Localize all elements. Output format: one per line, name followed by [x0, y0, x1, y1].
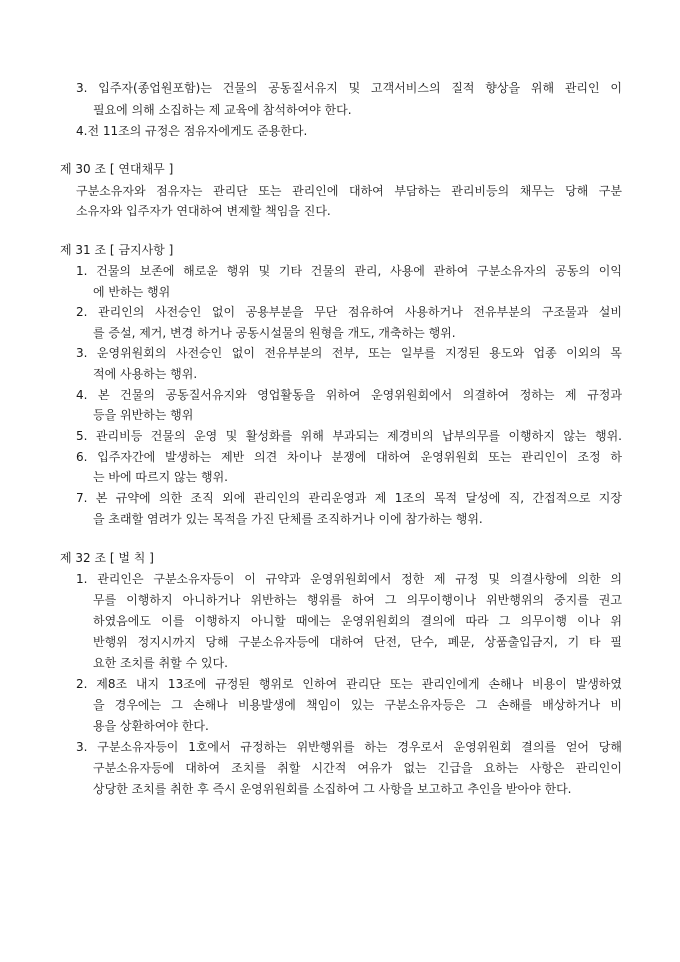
article-31-item-3-line-1: 3. 운영위원회의 사전승인 없이 전유부분의 전부, 또는 일부를 지정된 용도와 업종 이외의 목 — [76, 346, 622, 360]
article-32-heading: 제 32 조 [ 벌 칙 ] — [60, 551, 154, 565]
article-32-item-1-line-5: 요한 조치를 취할 수 있다. — [93, 656, 228, 670]
article-31-heading: 제 31 조 [ 금지사항 ] — [60, 243, 174, 257]
article-31-item-4-line-2: 등을 위반하는 행위 — [93, 408, 194, 422]
article-31-item-7-line-1: 7. 본 규약에 의한 조직 외에 관리인의 관리운영과 제 1조의 목적 달성에 직, 간접적으로 지장 — [76, 491, 622, 505]
article-31-item-3-line-2: 적에 사용하는 행위. — [93, 367, 198, 381]
article-32-item-1-line-2: 무를 이행하지 아니하거나 위반하는 행위를 하여 그 의무이행이나 위반행위의 중지를 권고 — [93, 593, 622, 607]
article-32-item-2-line-3: 용을 상환하여야 한다. — [93, 719, 209, 733]
article-31-item-2-line-2: 를 증설, 제거, 변경 하거나 공동시설물의 원형을 개도, 개축하는 행위. — [93, 326, 456, 340]
article-31-item-1-line-1: 1. 건물의 보존에 해로운 행위 및 기타 건물의 관리, 사용에 관하여 구분소유자의 공동의 이익 — [76, 264, 622, 278]
article-31-item-1-line-2: 에 반하는 행위 — [93, 285, 171, 299]
article-32-item-2-line-1: 2. 제8조 내지 13조에 규정된 행위로 인하여 관리단 또는 관리인에게 손해나 비용이 발생하였 — [76, 677, 622, 691]
article-32-item-1-line-4: 반행위 정지시까지 당해 구분소유자등에 대하여 단전, 단수, 폐문, 상품출입금지, 기 타 필 — [93, 635, 622, 649]
intro-item-3-line-2: 필요에 의해 소집하는 제 교육에 참석하여야 한다. — [93, 103, 352, 117]
article-32-item-3-line-2: 구분소유자등에 대하여 조치를 취할 시간적 여유가 없는 긴급을 요하는 사항은 관리인이 — [93, 761, 622, 775]
intro-item-4-line-1: 4.전 11조의 규정은 점유자에게도 준용한다. — [76, 124, 308, 138]
article-31-item-7-line-2: 을 초래할 염려가 있는 목적을 가진 단체를 조직하거나 이에 참가하는 행위. — [93, 512, 483, 526]
article-31-item-4-line-1: 4. 본 건물의 공동질서유지와 영업활동을 위하여 운영위원회에서 의결하여 정하는 제 규정과 — [76, 388, 622, 402]
article-30-heading: 제 30 조 [ 연대채무 ] — [60, 162, 174, 176]
article-32-item-2-line-2: 을 경우에는 그 손해나 비용발생에 책임이 있는 구분소유자등은 그 손해를 배상하거나 비 — [93, 698, 622, 712]
article-32-item-1-line-1: 1. 관리인은 구분소유자등이 이 규약과 운영위원회에서 정한 제 규정 및 의결사항에 의한 의 — [76, 572, 622, 586]
article-32-item-1-line-3: 하였음에도 이를 이행하지 아니할 때에는 운영위원회의 결의에 따라 그 의무이행 이나 위 — [93, 614, 622, 628]
article-30-line-2: 소유자와 입주자가 연대하여 변제할 책임을 진다. — [76, 204, 331, 218]
article-32-item-3-line-1: 3. 구분소유자등이 1호에서 규정하는 위반행위를 하는 경우로서 운영위원회 결의를 얻어 당해 — [76, 740, 622, 754]
article-32-item-3-line-3: 상당한 조치를 취한 후 즉시 운영위원회를 소집하여 그 사항을 보고하고 추인을 받아야 한다. — [93, 782, 572, 796]
article-31-item-2-line-1: 2. 관리인의 사전승인 없이 공용부분을 무단 점유하여 사용하거나 전유부분의 구조물과 설비 — [76, 305, 622, 319]
article-31-item-6-line-1: 6. 입주자간에 발생하는 제반 의견 차이나 분쟁에 대하여 운영위원회 또는 관리인이 조정 하 — [76, 450, 622, 464]
article-31-item-5-line-1: 5. 관리비등 건물의 운영 및 활성화를 위해 부과되는 제경비의 납부의무를 이행하지 않는 행위. — [76, 429, 622, 443]
intro-item-3-line-1: 3. 입주자(종업원포함)는 건물의 공동질서유지 및 고객서비스의 질적 향상을 위해 관리인 이 — [76, 81, 622, 95]
article-31-item-6-line-2: 는 바에 따르지 않는 행위. — [93, 470, 228, 484]
article-30-line-1: 구분소유자와 점유자는 관리단 또는 관리인에 대하여 부담하는 관리비등의 채무는 당해 구분 — [76, 184, 622, 198]
